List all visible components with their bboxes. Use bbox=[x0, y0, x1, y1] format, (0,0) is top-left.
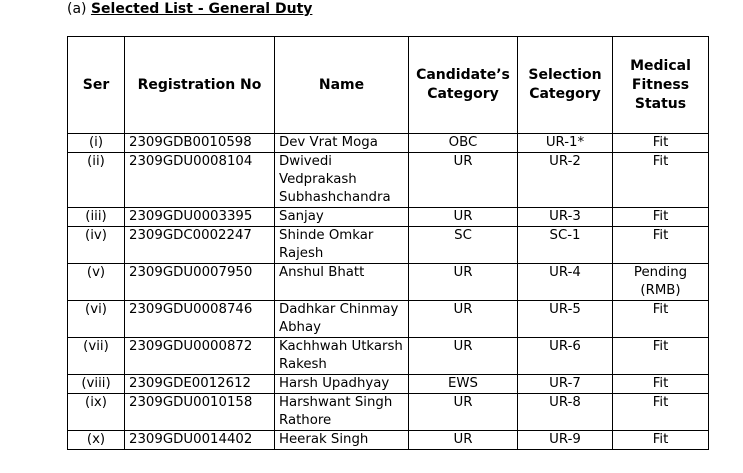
selected-list-table bbox=[67, 36, 709, 450]
cell-ser: (vii) bbox=[68, 338, 125, 375]
cell-candidate-category: UR bbox=[409, 301, 518, 338]
cell-selection-category: UR-4 bbox=[518, 264, 613, 301]
cell-name: Shinde Omkar Rajesh bbox=[275, 227, 409, 264]
cell-medical-status: Fit bbox=[613, 431, 709, 450]
cell-medical-status: Fit bbox=[613, 394, 709, 431]
cell-name: Dwivedi Vedprakash Subhashchandra bbox=[275, 153, 409, 208]
cell-medical-status: Pending (RMB) bbox=[613, 264, 709, 301]
cell-selection-category: UR-7 bbox=[518, 375, 613, 394]
cell-name: Heerak Singh bbox=[275, 431, 409, 450]
section-heading-title: Selected List - General Duty bbox=[90, 1, 313, 17]
cell-selection-category: SC-1 bbox=[518, 227, 613, 264]
cell-candidate-category: UR bbox=[409, 264, 518, 301]
cell-name: Anshul Bhatt bbox=[275, 264, 409, 301]
cell-selection-category: UR-2 bbox=[518, 153, 613, 208]
cell-candidate-category: UR bbox=[409, 208, 518, 227]
cell-candidate-category: OBC bbox=[409, 134, 518, 153]
cell-ser: (x) bbox=[68, 431, 125, 450]
cell-registration-no: 2309GDU0008104 bbox=[125, 153, 275, 208]
table-row bbox=[68, 208, 709, 227]
cell-selection-category: UR-3 bbox=[518, 208, 613, 227]
cell-candidate-category: SC bbox=[409, 227, 518, 264]
cell-medical-status: Fit bbox=[613, 153, 709, 208]
cell-registration-no: 2309GDU0007950 bbox=[125, 264, 275, 301]
cell-medical-status: Fit bbox=[613, 227, 709, 264]
cell-ser: (i) bbox=[68, 134, 125, 153]
cell-name: Dadhkar Chinmay Abhay bbox=[275, 301, 409, 338]
section-heading bbox=[67, 0, 312, 18]
cell-medical-status: Fit bbox=[613, 375, 709, 394]
cell-selection-category: UR-6 bbox=[518, 338, 613, 375]
cell-ser: (iii) bbox=[68, 208, 125, 227]
table-row bbox=[68, 134, 709, 153]
cell-selection-category: UR-5 bbox=[518, 301, 613, 338]
cell-candidate-category: UR bbox=[409, 431, 518, 450]
cell-candidate-category: UR bbox=[409, 153, 518, 208]
cell-candidate-category: UR bbox=[409, 338, 518, 375]
cell-registration-no: 2309GDE0012612 bbox=[125, 375, 275, 394]
cell-registration-no: 2309GDU0003395 bbox=[125, 208, 275, 227]
header-name: Name bbox=[275, 37, 409, 134]
table-row bbox=[68, 394, 709, 431]
cell-medical-status: Fit bbox=[613, 208, 709, 227]
table-row bbox=[68, 375, 709, 394]
header-selection-category: Selection Category bbox=[518, 37, 613, 134]
cell-registration-no: 2309GDC0002247 bbox=[125, 227, 275, 264]
cell-ser: (iv) bbox=[68, 227, 125, 264]
cell-name: Sanjay bbox=[275, 208, 409, 227]
section-heading-prefix: (a) bbox=[67, 1, 91, 17]
cell-medical-status: Fit bbox=[613, 301, 709, 338]
cell-registration-no: 2309GDU0010158 bbox=[125, 394, 275, 431]
table-row bbox=[68, 264, 709, 301]
table-row bbox=[68, 153, 709, 208]
cell-ser: (viii) bbox=[68, 375, 125, 394]
table-header-row bbox=[68, 37, 709, 134]
cell-selection-category: UR-9 bbox=[518, 431, 613, 450]
cell-name: Kachhwah Utkarsh Rakesh bbox=[275, 338, 409, 375]
cell-ser: (v) bbox=[68, 264, 125, 301]
cell-medical-status: Fit bbox=[613, 338, 709, 375]
header-candidate-category: Candidate’s Category bbox=[409, 37, 518, 134]
cell-selection-category: UR-8 bbox=[518, 394, 613, 431]
cell-ser: (ii) bbox=[68, 153, 125, 208]
header-ser: Ser bbox=[68, 37, 125, 134]
cell-candidate-category: UR bbox=[409, 394, 518, 431]
cell-selection-category: UR-1* bbox=[518, 134, 613, 153]
cell-ser: (ix) bbox=[68, 394, 125, 431]
cell-registration-no: 2309GDU0000872 bbox=[125, 338, 275, 375]
table-row bbox=[68, 227, 709, 264]
header-registration-no: Registration No bbox=[125, 37, 275, 134]
cell-registration-no: 2309GDU0008746 bbox=[125, 301, 275, 338]
table-row bbox=[68, 338, 709, 375]
cell-ser: (vi) bbox=[68, 301, 125, 338]
cell-candidate-category: EWS bbox=[409, 375, 518, 394]
table-row bbox=[68, 431, 709, 450]
cell-name: Dev Vrat Moga bbox=[275, 134, 409, 153]
cell-registration-no: 2309GDB0010598 bbox=[125, 134, 275, 153]
cell-name: Harshwant Singh Rathore bbox=[275, 394, 409, 431]
cell-registration-no: 2309GDU0014402 bbox=[125, 431, 275, 450]
cell-name: Harsh Upadhyay bbox=[275, 375, 409, 394]
cell-medical-status: Fit bbox=[613, 134, 709, 153]
header-medical-fitness-status: Medical Fitness Status bbox=[613, 37, 709, 134]
table-row bbox=[68, 301, 709, 338]
